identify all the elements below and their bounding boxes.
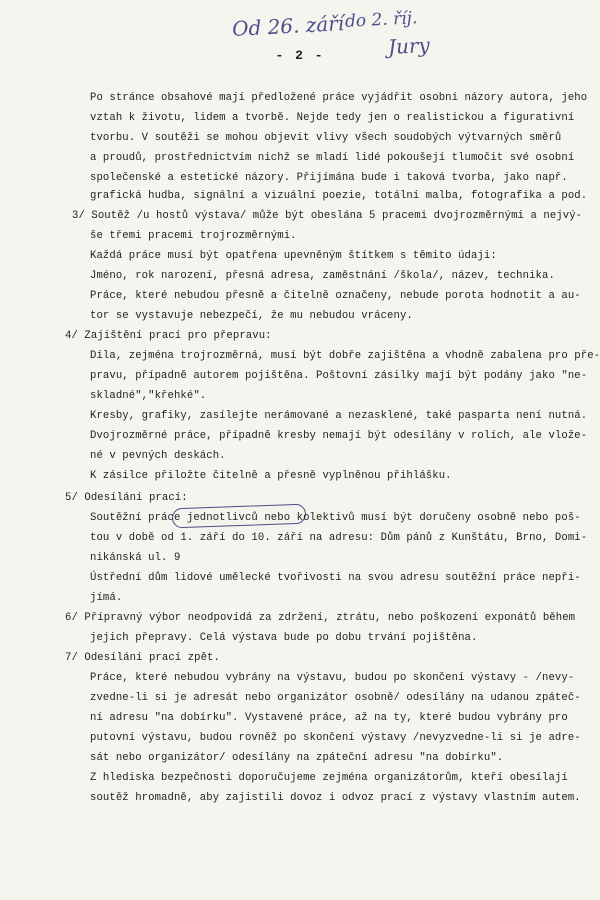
text-line: 7/ Odesílání prací zpět. (65, 652, 220, 664)
text-line: skladné","křehké". (90, 390, 207, 402)
text-line: Jméno, rok narození, přesná adresa, zaměstnání /škola/, název, technika. (90, 270, 555, 282)
text-line: a proudů, prostřednictvím nichž se mladí lidé pokoušejí tlumočit své osobní (90, 152, 575, 164)
text-line: Ústřední dům lidové umělecké tvořivosti na svou adresu soutěžní práce nepři- (90, 572, 581, 584)
text-line: zvedne-li si je adresát nebo organizátor osobně/ odesílány na udanou zpáteč- (90, 692, 581, 704)
page-number: - 2 - (275, 48, 325, 63)
text-line: vztah k životu, lidem a tvorbě. Nejde tedy jen o realistickou a figurativní (90, 112, 575, 124)
handwritten-range-note: do 2. říj. (344, 8, 418, 32)
text-line: K zásilce přiložte čitelně a přesně vyplněnou přihlášku. (90, 470, 452, 482)
text-line: Po stránce obsahové mají předložené práce vyjádřit osobní názory autora, jeho (90, 92, 588, 104)
text-line: Díla, zejména trojrozměrná, musí být dobře zajištěna a vhodně zabalena pro pře- (90, 350, 600, 362)
text-line: Práce, které nebudou přesně a čitelně označeny, nebude porota hodnotit a au- (90, 290, 581, 302)
text-line: Kresby, grafiky, zasílejte nerámované a nezasklené, také pasparta není nutná. (90, 410, 588, 422)
text-line: Dvojrozměrné práce, případně kresby nemají být odesílány v rolích, ale vlože- (90, 430, 588, 442)
text-line: soutěž hromadně, aby zajistili dovoz i odvoz prací z výstavy vlastním autem. (90, 792, 581, 804)
text-line: tor se vystavuje nebezpečí, že mu nebudou vráceny. (90, 310, 413, 322)
text-line: Soutěžní práce jednotlivců nebo kolektivů musí být doručeny osobně nebo poš- (90, 512, 581, 524)
text-line: Každá práce musí být opatřena upevněným štítkem s těmito údaji: (90, 250, 497, 262)
text-line: společenské a estetické názory. Přijímána bude i taková tvorba, jako např. (90, 172, 568, 184)
text-line: Z hlediska bezpečnosti doporučujeme zejména organizátorům, kteří obesílají (90, 772, 568, 784)
text-line: né v pevných deskách. (90, 450, 226, 462)
handwritten-signature: Jury (387, 32, 431, 60)
text-line: 3/ Soutěž /u hostů výstava/ může být obeslána 5 pracemi dvojrozměrnými a nejvý- (72, 210, 583, 222)
text-line: ní adresu "na dobírku". Vystavené práce, až na ty, které budou vybrány pro (90, 712, 568, 724)
text-line: grafická hudba, signální a vizuální poezie, totální malba, fotografika a pod. (90, 190, 588, 202)
text-line: 6/ Přípravný výbor neodpovídá za zdržení, ztrátu, nebo poškození exponátů během (65, 612, 576, 624)
text-line: pravu, případně autorem pojištěna. Poštovní zásilky mají být podány jako "ne- (90, 370, 588, 382)
text-line: še třemi pracemi trojrozměrnými. (90, 230, 297, 242)
text-line: tou v době od 1. září do 10. září na adresu: Dům pánů z Kunštátu, Brno, Domi- (90, 532, 588, 544)
text-line: jímá. (90, 592, 123, 604)
text-line: jejich přepravy. Celá výstava bude po dobu trvání pojištěna. (90, 632, 478, 644)
text-line: putovní výstavu, budou rovněž po skončení výstavy /nevyzvedne-li si je adre- (90, 732, 581, 744)
handwritten-date-note: Od 26. září (231, 11, 345, 41)
text-line: 4/ Zajištění prací pro přepravu: (65, 330, 272, 342)
text-line: sát nebo organizátor/ odesílány na zpáteční adresu "na dobírku". (90, 752, 504, 764)
text-line: nikánská ul. 9 (90, 552, 181, 564)
text-line: 5/ Odesílání prací: (65, 492, 188, 504)
text-line: Práce, které nebudou vybrány na výstavu, budou po skončení výstavy - /nevy- (90, 672, 575, 684)
text-line: tvorbu. V soutěži se mohou objevit vlivy všech soudobých výtvarných směrů (90, 132, 562, 144)
